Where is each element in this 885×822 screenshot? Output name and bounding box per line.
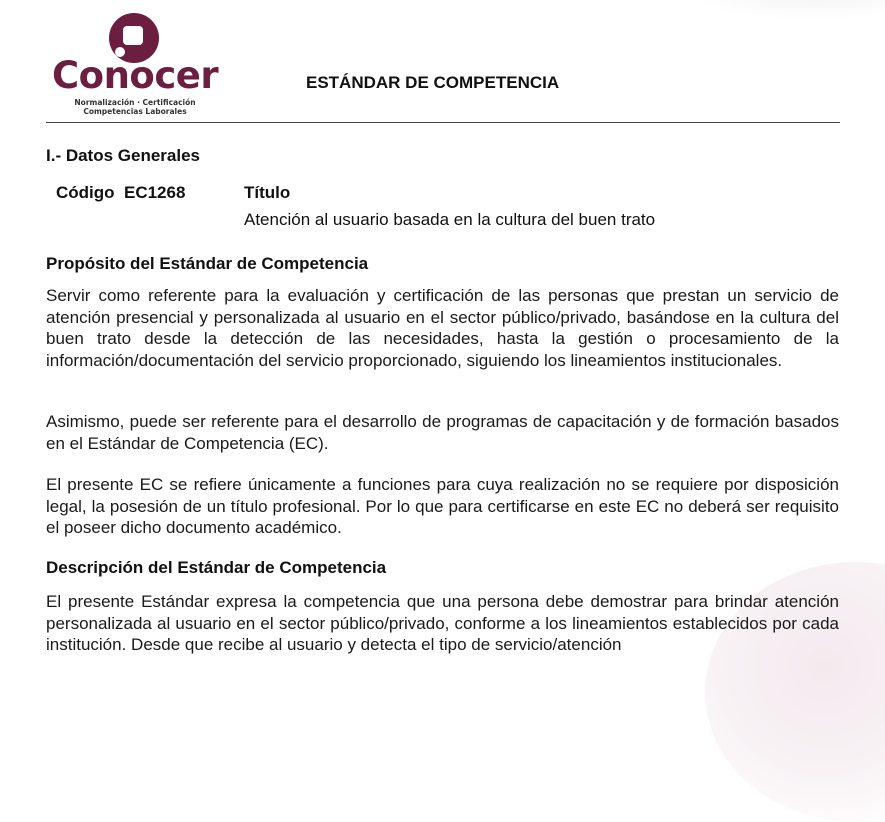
section-heading-proposito: Propósito del Estándar de Competencia	[46, 254, 369, 273]
proposito-paragraph-3: El presente EC se refiere únicamente a funciones para cuya realización no se requiere por disposición legal, la posesión de un título profesional. Por lo que para certificarse en este EC no deberá ser requisito el poseer dicho documento académico.	[46, 475, 839, 537]
document-title: ESTÁNDAR DE COMPETENCIA	[306, 73, 560, 92]
codigo-label: Código EC1268	[56, 183, 186, 202]
conocer-logo	[52, 12, 218, 120]
logo-brand-name: Conocer	[52, 54, 219, 97]
section-heading-descripcion: Descripción del Estándar de Competencia	[46, 558, 387, 577]
titulo-value: Atención al usuario basada en la cultura del buen trato	[244, 210, 656, 229]
section-heading-datos-generales: I.- Datos Generales	[46, 146, 201, 165]
logo-tagline-line2: Competencias Laborales	[83, 107, 187, 116]
descripcion-paragraph: El presente Estándar expresa la competencia que una persona debe demostrar para brindar atención personalizada al usuario en el sector público/privado, conforme a los lineamientos establecidos por cada institución. Desde que recibe al usuario y detecta el tipo de servicio/atención	[46, 592, 839, 654]
proposito-paragraph-1: Servir como referente para la evaluación y certificación de las personas que prestan un servicio de atención presencial y personalizada al usuario en el sector público/privado, basándose en la cultura del buen trato desde la detección de las necesidades, hasta la gestión o procesamiento de la información/documentación del servicio proporcionado, siguiendo los lineamientos institucionales.	[46, 286, 839, 370]
logo-tagline-line1: Normalización · Certificación	[74, 98, 196, 107]
proposito-paragraph-2: Asimismo, puede ser referente para el desarrollo de programas de capacitación y de formación basados en el Estándar de Competencia (EC).	[46, 412, 839, 453]
titulo-label: Título	[244, 183, 291, 202]
logo-tagline	[52, 98, 218, 116]
header-divider	[46, 122, 840, 123]
decorative-corner-top	[685, 0, 885, 20]
